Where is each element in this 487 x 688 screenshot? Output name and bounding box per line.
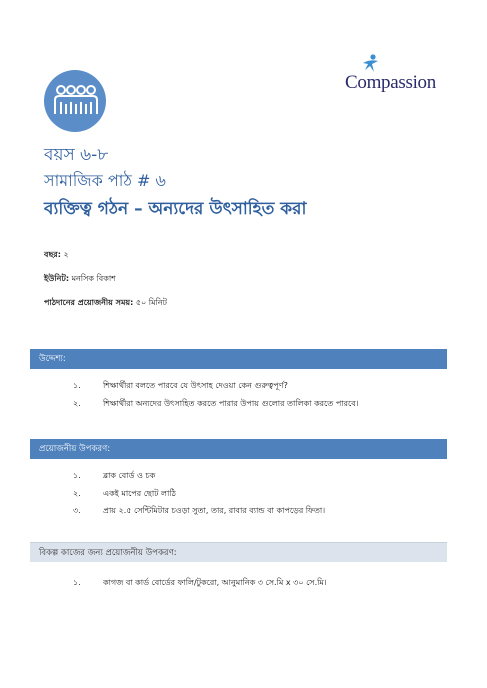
compassion-figure-icon xyxy=(359,54,381,74)
item-number: ১. xyxy=(73,471,81,480)
year-label: বছর: xyxy=(44,250,61,259)
item-text: একই মাপের ছোট লাঠি xyxy=(103,489,176,498)
item-text: শিক্ষার্থীরা অন্যদের উৎসাহিত করতে পারার উপায় গুলোর তালিকা করতে পারবে। xyxy=(103,399,359,408)
item-number: ১. xyxy=(73,381,81,390)
unit-label: ইউনিট: xyxy=(44,274,70,283)
alt-materials-heading: বিকল্প কাজের জন্য প্রয়োজনীয় উপকরণ: xyxy=(30,542,447,562)
item-text: ব্লাক বোর্ড ও চক xyxy=(103,471,156,480)
compassion-logo xyxy=(345,54,450,96)
lesson-number: সামাজিক পাঠ # ৬ xyxy=(44,171,166,190)
item-text: প্রায় ২.৫ সেন্টিমিটার চওড়া সুতা, তার, রাবার ব্যান্ড বা কাপড়ের ফিতা। xyxy=(103,506,326,515)
unit-row xyxy=(44,273,116,286)
item-number: ২. xyxy=(73,489,81,498)
lesson-title: ব্যক্তিত্ব গঠন – অন্যদের উৎসাহিত করা xyxy=(44,199,307,219)
people-group-icon xyxy=(44,70,106,132)
item-number: ১. xyxy=(73,578,81,587)
item-number: ২. xyxy=(73,399,81,408)
time-label: পাঠদানের প্রয়োজনীয় সময়: xyxy=(44,298,134,307)
item-text: শিক্ষার্থীরা বলতে পারবে যে উৎসাহ দেওয়া কেন গুরুত্বপূর্ণ? xyxy=(103,381,288,390)
time-row xyxy=(44,297,167,310)
item-text: কাগজ বা কার্ড বোর্ডের ফালি/টুকরো, আনুমানিক ৩ সে.মি x ৩০ সে.মি। xyxy=(103,578,327,587)
unit-value: মনসিক বিকাশ xyxy=(71,274,116,283)
item-number: ৩. xyxy=(73,506,81,515)
age-range: বয়স ৬-৮ xyxy=(44,145,109,165)
materials-heading: প্রয়োজনীয় উপকরণ: xyxy=(30,439,447,459)
year-row xyxy=(44,249,69,262)
objectives-heading: উদ্দেশ্য: xyxy=(30,349,447,369)
year-value: ২ xyxy=(63,250,69,259)
brand-name: Compassion xyxy=(345,72,436,93)
time-value: ৫০ মিনিট xyxy=(135,298,167,307)
